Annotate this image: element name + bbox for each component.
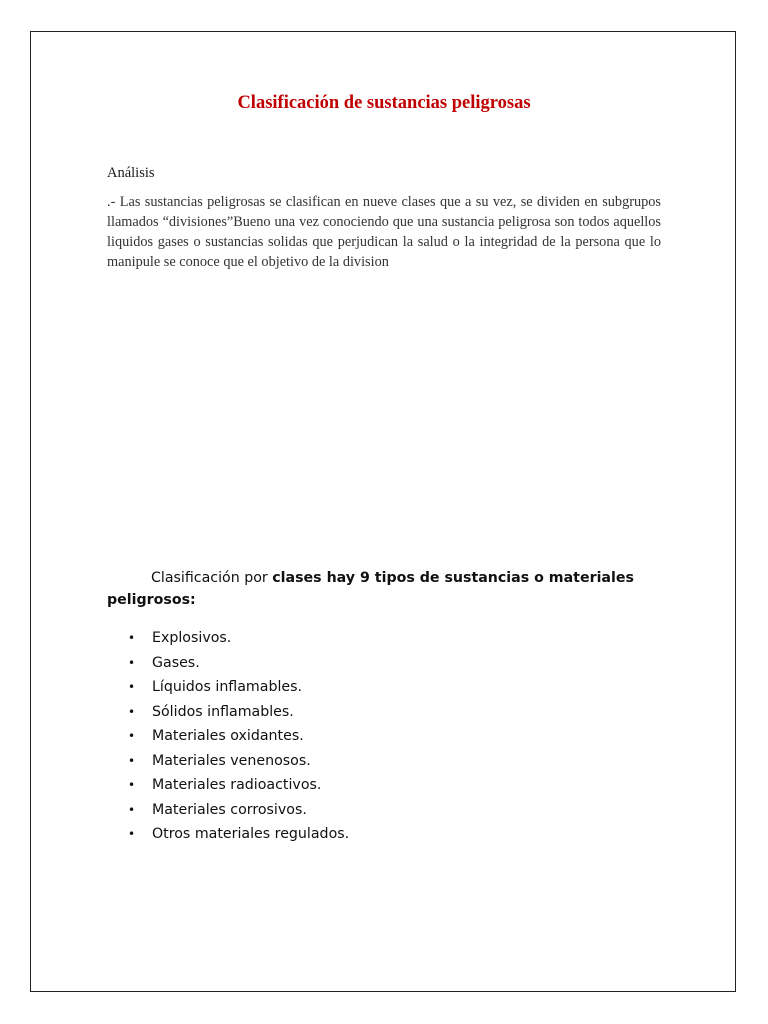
bullet-icon: •: [128, 704, 136, 719]
intro-normal-text: Clasificación por: [151, 570, 273, 586]
list-item-label: Materiales radioactivos.: [152, 777, 322, 793]
list-item: [107, 822, 349, 847]
list-item-label: Explosivos.: [152, 630, 232, 646]
list-item-label: Materiales venenosos.: [152, 752, 311, 769]
list-item: [107, 626, 349, 651]
list-item: [107, 651, 349, 676]
document-title: Clasificación de sustancias peligrosas: [237, 93, 531, 113]
list-item: [107, 724, 349, 749]
bullet-icon: •: [128, 680, 136, 694]
hazard-class-list: [107, 626, 349, 847]
list-item: [107, 675, 349, 700]
analysis-paragraph: .- Las sustancias peligrosas se clasifican en nueve clases que a su vez, se dividen en subgrupos llamados “divisiones”Bueno una vez conociendo que una sustancia peligrosa son todos aquellos liquidos gases o sustancias solidas que perjudican la salud o la integridad de la persona que lo manipule se conoce que el objetivo de la division: [107, 194, 661, 270]
document-page: [30, 31, 736, 992]
bullet-icon: •: [128, 655, 136, 670]
bullet-icon: •: [128, 753, 136, 768]
bullet-icon: •: [128, 729, 136, 743]
list-item-label: Sólidos inflamables.: [152, 703, 294, 720]
list-item: [107, 700, 349, 725]
bullet-icon: •: [128, 631, 136, 645]
list-item-label: Líquidos inflamables.: [152, 679, 303, 695]
list-item-label: Materiales corrosivos.: [152, 801, 307, 818]
list-item: [107, 798, 349, 823]
classification-intro: [107, 567, 667, 611]
section-heading-analisis: Análisis: [107, 165, 155, 181]
intro-bold-text: clases hay 9 tipos de sustancias o materiales peligrosos:: [107, 570, 634, 608]
list-item-label: Materiales oxidantes.: [152, 728, 304, 744]
list-item-label: Otros materiales regulados.: [152, 826, 350, 842]
bullet-icon: •: [128, 778, 136, 792]
list-item-label: Gases.: [152, 654, 200, 671]
bullet-icon: •: [128, 827, 136, 841]
list-item: [107, 749, 349, 774]
list-item: [107, 773, 349, 798]
bullet-icon: •: [128, 802, 136, 817]
